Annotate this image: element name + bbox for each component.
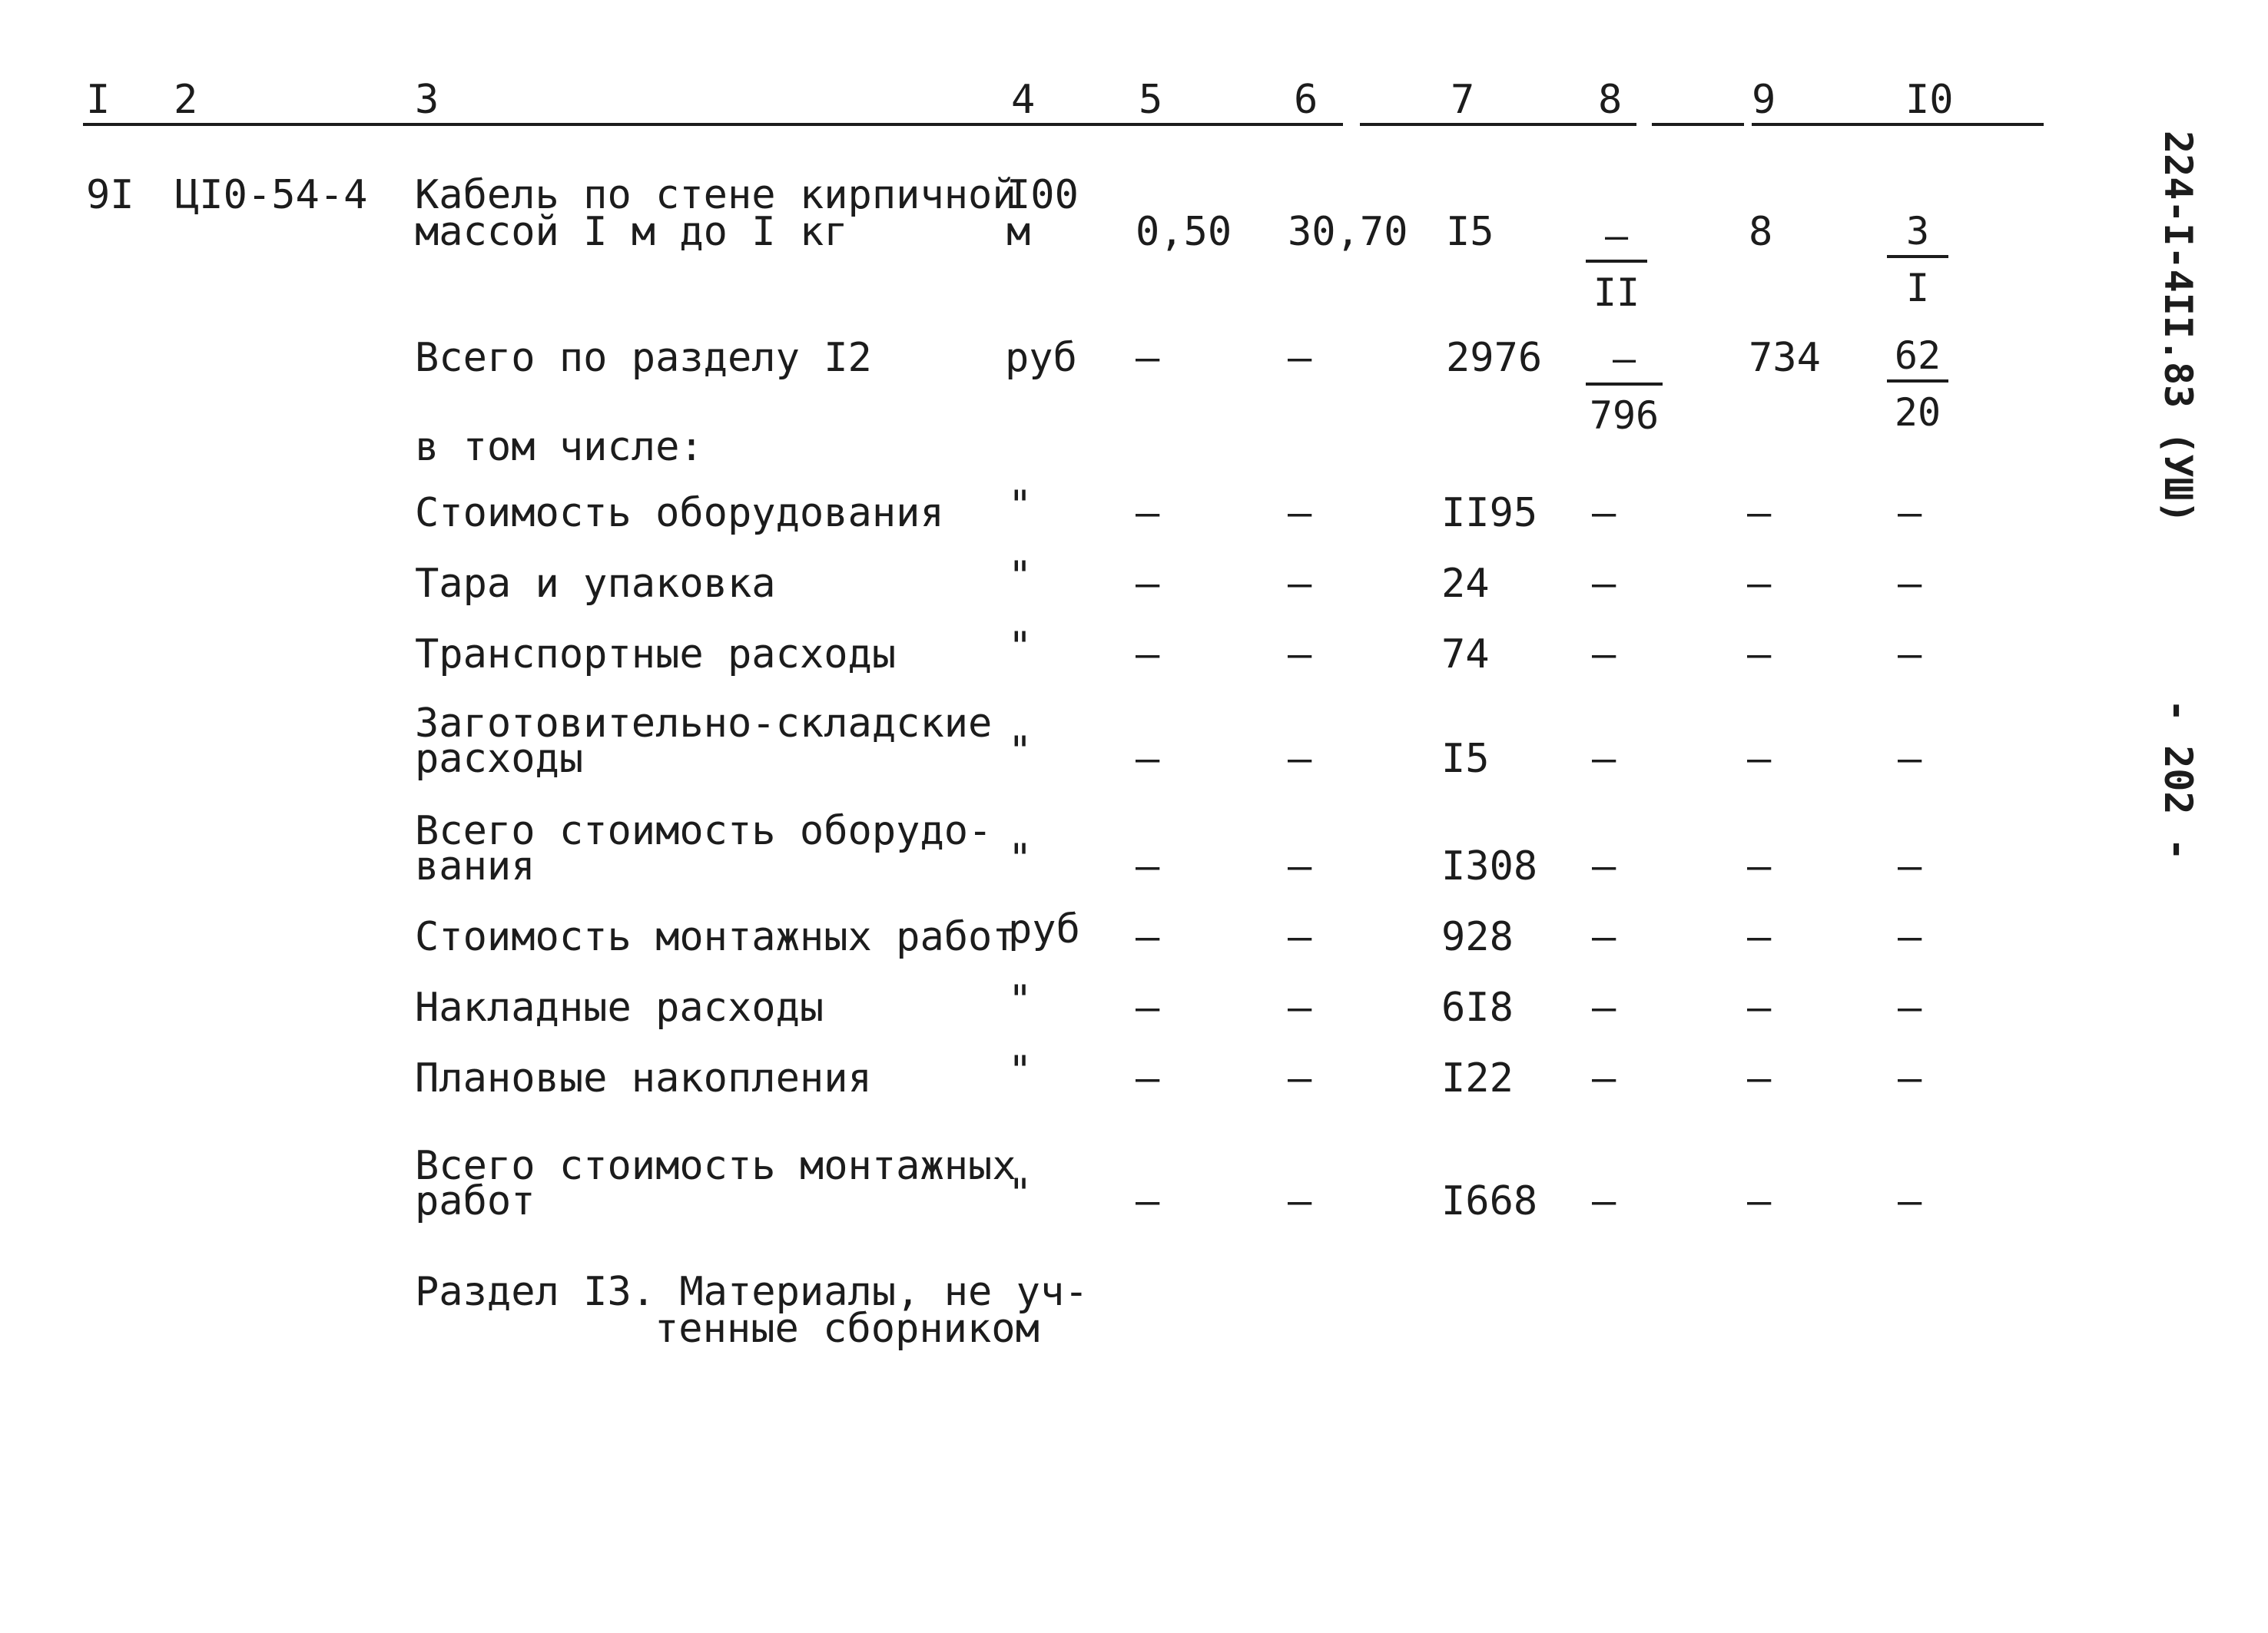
row-unit: " [1008,624,1033,670]
row-label-line1: Транспортные расходы [415,631,897,677]
item-number: 9I [86,172,134,218]
row-unit: " [1008,1171,1033,1217]
fraction-numerator: – [1586,217,1647,263]
section-total-col9: 734 [1749,335,1821,381]
row-col7: 928 [1441,914,1514,960]
row-label-line1: Тара и упаковка [415,561,776,607]
row-label-line2: расходы [415,736,584,782]
document-code: 224-I-4II.83 (УШ) [2156,131,2200,524]
row-col6: – [1288,843,1312,889]
row-unit: " [1008,977,1033,1023]
row-col6: – [1288,985,1312,1031]
row-col8: – [1592,736,1616,782]
row-col8: – [1592,1178,1616,1224]
row-label-line2: работ [415,1178,536,1224]
row-col9: – [1747,843,1772,889]
row-col10: – [1898,736,1922,782]
row-col10: – [1898,985,1922,1031]
item-unit-line1: I00 [1006,172,1079,218]
fraction-denominator: 20 [1894,390,1941,435]
header-rule [1360,123,1636,126]
header-rule [1652,123,1744,126]
col-header-5: 5 [1139,77,1163,123]
row-col9: – [1747,985,1772,1031]
row-col10: – [1898,914,1922,960]
header-rule [83,123,1343,126]
col-header-6: 6 [1294,77,1318,123]
row-col8: – [1592,490,1616,536]
col-header-8: 8 [1598,77,1623,123]
side-annotation [2120,131,2236,899]
col-header-10: I0 [1905,77,1954,123]
row-col7: I308 [1441,843,1538,889]
row-col8: – [1592,843,1616,889]
row-col7: I5 [1441,736,1490,782]
row-col9: – [1747,631,1772,677]
section-total-col6: – [1288,335,1312,381]
section-heading-line1: Раздел I3. Материалы, не уч- [415,1269,1089,1315]
col-header-2: 2 [174,77,198,123]
row-col5: – [1136,561,1160,607]
item-unit-line2: м [1006,209,1031,255]
item-col10-fraction [1887,209,1948,310]
row-col8: – [1592,1055,1616,1101]
row-col5: – [1136,490,1160,536]
row-label-line1: Стоимость монтажных работ [415,914,1016,960]
row-col8: – [1592,631,1616,677]
item-name-line2: массой I м до I кг [415,209,848,255]
row-unit: руб [1008,906,1080,952]
row-col8: – [1592,914,1616,960]
row-label-line2: вания [415,843,536,889]
row-unit: " [1008,1048,1033,1094]
row-col9: – [1747,1055,1772,1101]
row-col10: – [1898,843,1922,889]
row-col6: – [1288,561,1312,607]
row-col9: – [1747,490,1772,536]
fraction-denominator: 796 [1589,393,1660,438]
col-header-1: I [86,77,111,123]
row-label-line1: Всего стоимость оборудо- [415,808,993,854]
row-col9: – [1747,914,1772,960]
item-col9: 8 [1749,209,1773,255]
row-unit: " [1008,836,1033,882]
row-col5: – [1136,1178,1160,1224]
col-header-4: 4 [1011,77,1036,123]
row-label-line1: Всего стоимость монтажных [415,1143,1016,1189]
section-total-col8-fraction [1586,336,1663,438]
row-unit: " [1008,482,1033,528]
row-col10: – [1898,631,1922,677]
item-code: ЦI0-54-4 [175,172,368,218]
row-col10: – [1898,561,1922,607]
item-name-line1: Кабель по стене кирпичной [415,172,1016,218]
row-col7: I22 [1441,1055,1514,1101]
item-total: I5 [1446,209,1494,255]
section-total-unit: руб [1005,335,1077,381]
row-col5: – [1136,914,1160,960]
item-quantity: 0,50 [1136,209,1232,255]
row-col9: – [1747,736,1772,782]
header-rule [1752,123,2044,126]
row-col5: – [1136,631,1160,677]
row-col9: – [1747,561,1772,607]
row-unit: " [1008,728,1033,774]
section-heading-line2: тенные сборником [655,1306,1040,1352]
row-label-line1: Плановые накопления [415,1055,872,1101]
row-unit: " [1008,553,1033,599]
page-number: - 202 - [2156,699,2200,861]
section-total-amount: 2976 [1446,335,1543,381]
row-col6: – [1288,1178,1312,1224]
item-col8-fraction [1586,214,1647,315]
row-col6: – [1288,736,1312,782]
row-col10: – [1898,1055,1922,1101]
fraction-numerator: – [1586,340,1663,386]
row-col10: – [1898,490,1922,536]
row-col7: 24 [1441,561,1490,607]
fraction-numerator: 3 [1887,212,1948,258]
row-col8: – [1592,985,1616,1031]
col-header-3: 3 [415,77,439,123]
row-col10: – [1898,1178,1922,1224]
row-col5: – [1136,736,1160,782]
section-total-label: Всего по разделу I2 [415,335,872,381]
section-total-col10-fraction [1887,333,1948,435]
item-price: 30,70 [1288,209,1408,255]
row-col7: II95 [1441,490,1538,536]
row-col9: – [1747,1178,1772,1224]
row-col6: – [1288,914,1312,960]
row-col5: – [1136,1055,1160,1101]
including-label: в том числе: [415,424,704,470]
row-label-line1: Стоимость оборудования [415,490,944,536]
col-header-9: 9 [1752,77,1776,123]
row-col6: – [1288,631,1312,677]
fraction-denominator: I [1905,266,1930,310]
row-col5: – [1136,985,1160,1031]
row-col5: – [1136,843,1160,889]
row-col6: – [1288,1055,1312,1101]
row-label-line1: Заготовительно-складские [415,701,993,747]
row-col8: – [1592,561,1616,607]
row-col7: 6I8 [1441,985,1514,1031]
section-total-col5: – [1136,335,1160,381]
row-col7: 74 [1441,631,1490,677]
row-col6: – [1288,490,1312,536]
col-header-7: 7 [1451,77,1475,123]
row-label-line1: Накладные расходы [415,985,824,1031]
fraction-denominator: II [1593,270,1640,315]
row-col7: I668 [1441,1178,1538,1224]
fraction-numerator: 62 [1887,336,1948,383]
